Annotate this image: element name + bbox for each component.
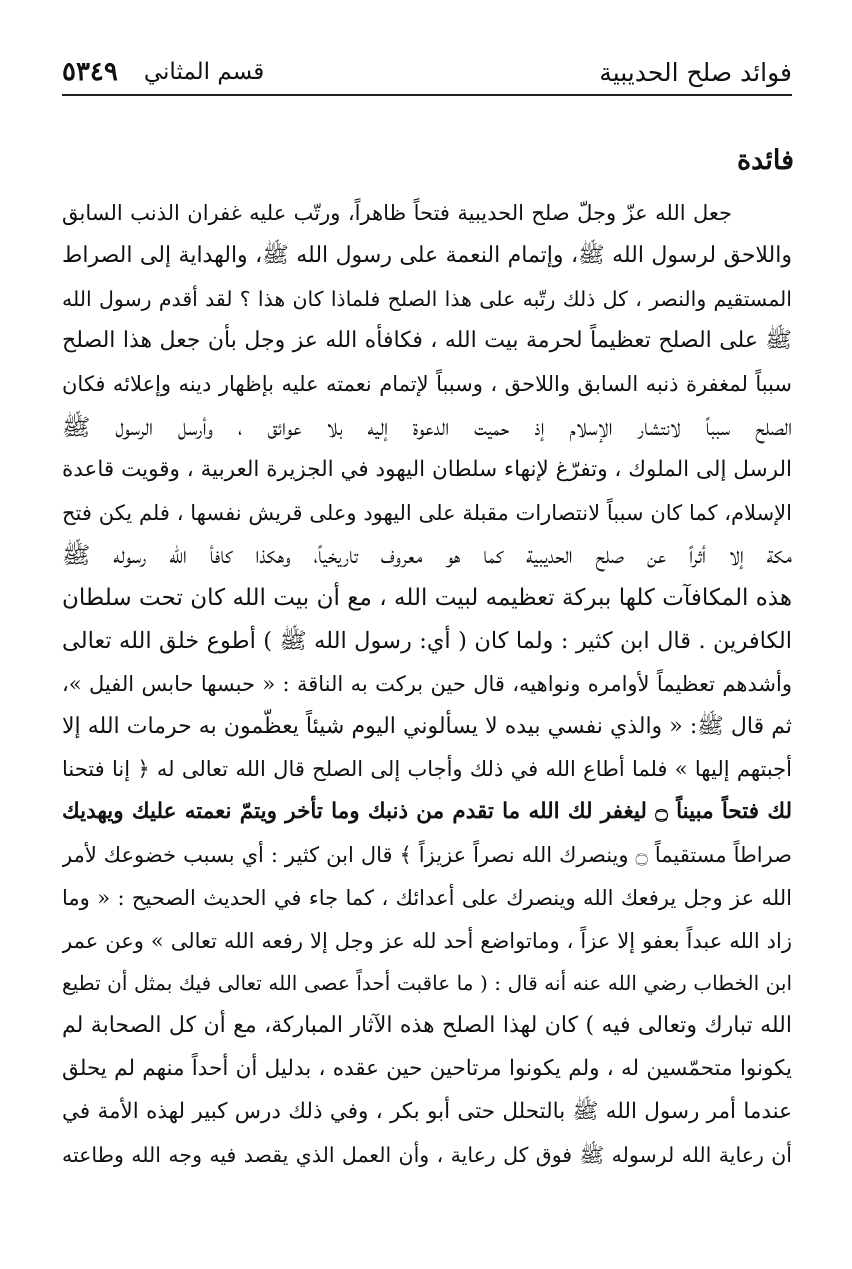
text-line: عندما أمر رسول الله ﷺ بالتحلل حتى أبو بكر ، وفي ذلك درس كبير لهذه الأمة في [62,1098,792,1124]
text-line: جعل الله عزّ وجلّ صلح الحديبية فتحاً ظاهراً، ورتّب عليه غفران الذنب السابق [62,201,732,225]
text-line: ثم قال ﷺ: « والذي نفسي بيده لا يسألوني اليوم شيئاً يعظّمون به حرمات الله إلا [62,713,792,739]
page-number: ٥٣٤٩ [62,57,118,87]
text-line: الله تبارك وتعالى فيه ) كان لهذا الصلح هذه الآثار المباركة، مع أن كل الصحابة لم [62,1013,792,1039]
text-line: الرسل إلى الملوك ، وتفرّغ لإنهاء سلطان اليهود في الجزيرة العربية ، وقويت قاعدة [62,456,792,482]
text-line: واللاحق لرسول الله ﷺ، وإتمام النعمة على رسول الله ﷺ، والهداية إلى الصراط [62,242,792,268]
quran-verse-line: لك فتحاً مبيناً ۝ ليغفر لك الله ما تقدم من ذنبك وما تأخر ويتمّ نعمته عليك ويهديك [62,799,792,825]
section-heading: فائدة [737,145,794,176]
text-line: هذه المكافآت كلها ببركة تعظيمه لبيت الله ، مع أن بيت الله كان تحت سلطان [62,585,792,612]
body-text [62,192,792,1176]
text-line: أجبتهم إليها » فلما أطاع الله في ذلك وأجاب إلى الصلح قال الله تعالى له ﴿ إنا فتحنا [62,757,792,782]
text-line: ابن الخطاب رضي الله عنه أنه قال : ( ما عاقبت أحداً عصى الله تعالى فيك بمثل أن تطيع [62,971,792,996]
text-line: مكة إلا أثراً عن صلح الحديبية كما هو معروف تاريخياً، وهكذا كافأ الله رسوله ﷺ [62,541,792,570]
header-meta [62,57,264,87]
text-line: الصلح سبباً لانتشار الإسلام إذ حميت الدعوة إليه بلا عوائق ، وأرسل الرسول ﷺ [62,412,792,441]
text-line: أن رعاية الله لرسوله ﷺ فوق كل رعاية ، وأن العمل الذي يقصد فيه وجه الله وطاعته [62,1142,792,1167]
text-line: الكافرين . قال ابن كثير : ولما كان ( أي: رسول الله ﷺ ) أطوع خلق الله تعالى [62,627,792,654]
text-line: الله عز وجل يرفعك الله وينصرك على أعدائك ، كما جاء في الحديث الصحيح : « وما [62,885,792,910]
section-label: قسم المثاني [143,59,265,85]
text-line: ﷺ على الصلح تعظيماً لحرمة بيت الله ، فكافأه الله عز وجل بأن جعل هذا الصلح [62,328,792,354]
text-line: يكونوا متحمّسين له ، ولم يكونوا مرتاحين حين عقده ، بدليل أن أحداً منهم لم يحلق [62,1055,792,1081]
running-title: فوائد صلح الحديبية [599,57,792,87]
text-line: المستقيم والنصر ، كل ذلك رتّبه على هذا الصلح فلماذا كان هذا ؟ لقد أقدم رسول الله [62,286,792,311]
text-line: صراطاً مستقيماً ۝ وينصرك الله نصراً عزيزاً ﴾ قال ابن كثير : أي بسبب خضوعك لأمر [62,842,792,867]
text-line: الإسلام، كما كان سبباً لانتصارات مقبلة على اليهود وعلى قريش نفسها ، فلم يكن فتح [62,500,792,525]
text-line: زاد الله عبداً بعفو إلا عزاً ، وماتواضع أحد لله عز وجل إلا رفعه الله تعالى » وعن عمر [62,928,792,953]
text-line: سبباً لمغفرة ذنبه السابق واللاحق ، وسبباً لإتمام نعمته عليه بإظهار دينه وإعلائه فكان [62,372,792,397]
text-line: وأشدهم تعظيماً لأوامره ونواهيه، قال حين بركت به الناقة : « حبسها حابس الفيل »، [62,671,792,696]
page-header [62,50,792,96]
